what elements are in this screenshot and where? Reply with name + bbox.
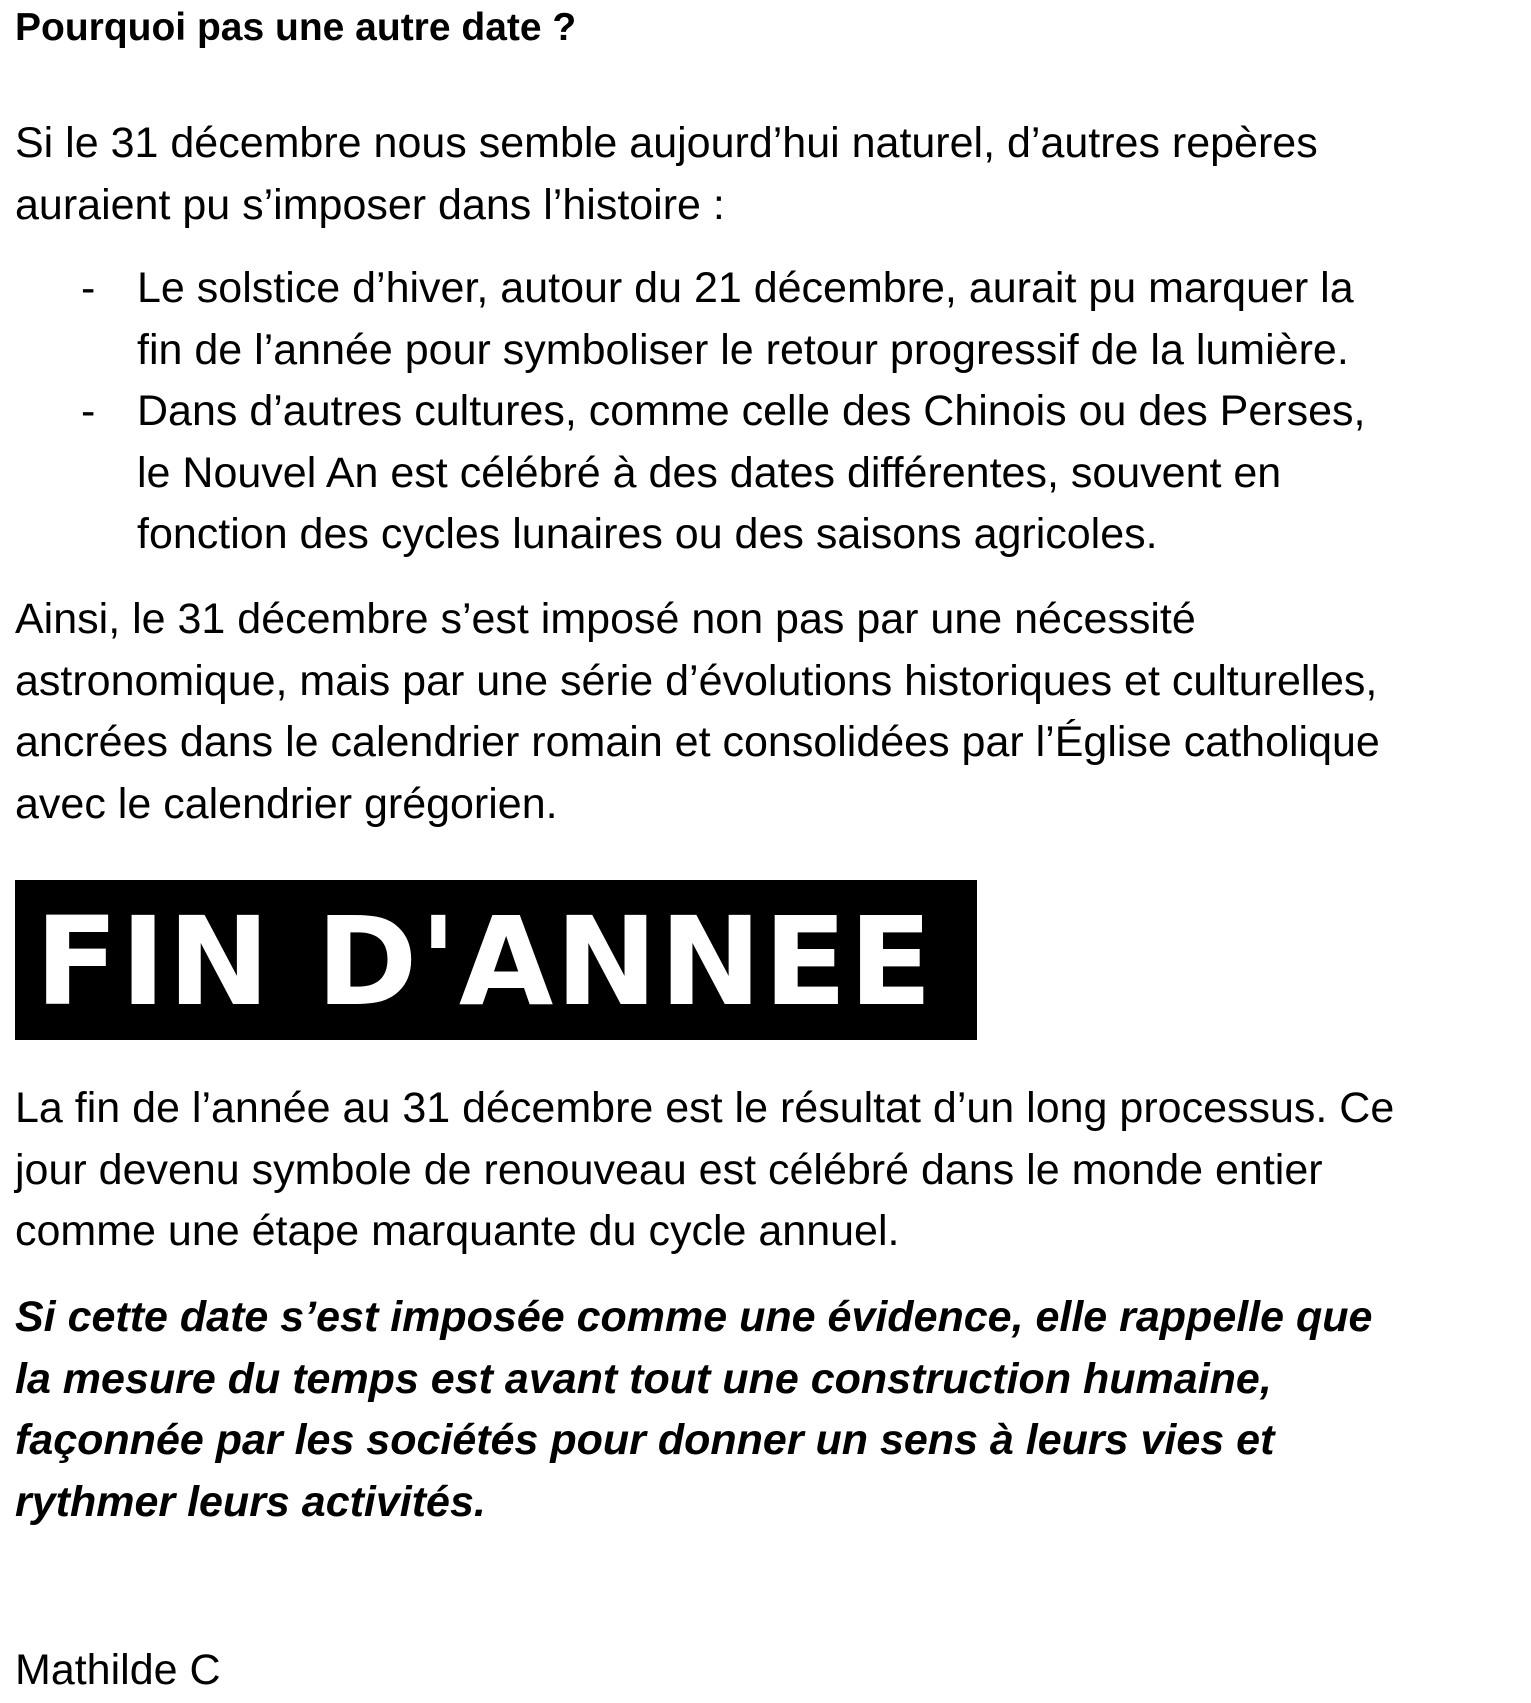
list-item-other-cultures	[15, 381, 1515, 566]
conclusion-line: avec le calendrier grégorien.	[15, 779, 558, 828]
closing-line: La fin de l’année au 31 décembre est le résultat d’un long processus. Ce	[15, 1084, 1395, 1132]
closing-line: comme une étape marquante du cycle annuel.	[15, 1207, 900, 1255]
closing-paragraph	[15, 1078, 1515, 1263]
conclusion-line: astronomique, mais par une série d’évolutions historiques et culturelles,	[15, 656, 1378, 705]
emphasis-line: Si cette date s’est imposée comme une évidence, elle rappelle que	[15, 1293, 1373, 1341]
conclusion-line: ancrées dans le calendrier romain et consolidées par l’Église catholique	[15, 718, 1380, 766]
bullet-dash: -	[81, 387, 96, 435]
section-heading: Pourquoi pas une autre date ?	[15, 6, 577, 49]
list-item-line: Le solstice d’hiver, autour du 21 décembre, aurait pu marquer la	[137, 264, 1354, 312]
emphasis-line: façonnée par les sociétés pour donner un sens à leurs vies et	[15, 1416, 1275, 1464]
closing-line: jour devenu symbole de renouveau est célébré dans le monde entier	[15, 1145, 1323, 1194]
list-item-line: fonction des cycles lunaires ou des saisons agricoles.	[137, 510, 1158, 558]
list-item-line: Dans d’autres cultures, comme celle des Chinois ou des Perses,	[137, 387, 1366, 435]
emphasis-paragraph	[15, 1287, 1515, 1533]
list-item-solstice	[15, 258, 1515, 381]
author-signature: Mathilde C	[15, 1646, 221, 1694]
intro-paragraph	[15, 113, 1515, 236]
list-item-line: le Nouvel An est célébré à des dates différentes, souvent en	[137, 448, 1282, 497]
list-item-line: fin de l’année pour symboliser le retour progressif de la lumière.	[137, 325, 1349, 374]
emphasis-line: rythmer leurs activités.	[15, 1477, 486, 1526]
conclusion-paragraph	[15, 589, 1515, 835]
alternative-dates-list	[15, 258, 1515, 566]
emphasis-line: la mesure du temps est avant tout une construction humaine,	[15, 1354, 1272, 1403]
conclusion-line: Ainsi, le 31 décembre s’est imposé non pas par une nécessité	[15, 595, 1196, 643]
banner-text: FIN D'ANNEE	[35, 891, 935, 1033]
intro-line: auraient pu s’imposer dans l’histoire :	[15, 180, 725, 229]
bullet-dash: -	[81, 264, 96, 312]
intro-line: Si le 31 décembre nous semble aujourd’hui naturel, d’autres repères	[15, 119, 1318, 167]
fin-d-annee-banner-image	[15, 880, 977, 1040]
